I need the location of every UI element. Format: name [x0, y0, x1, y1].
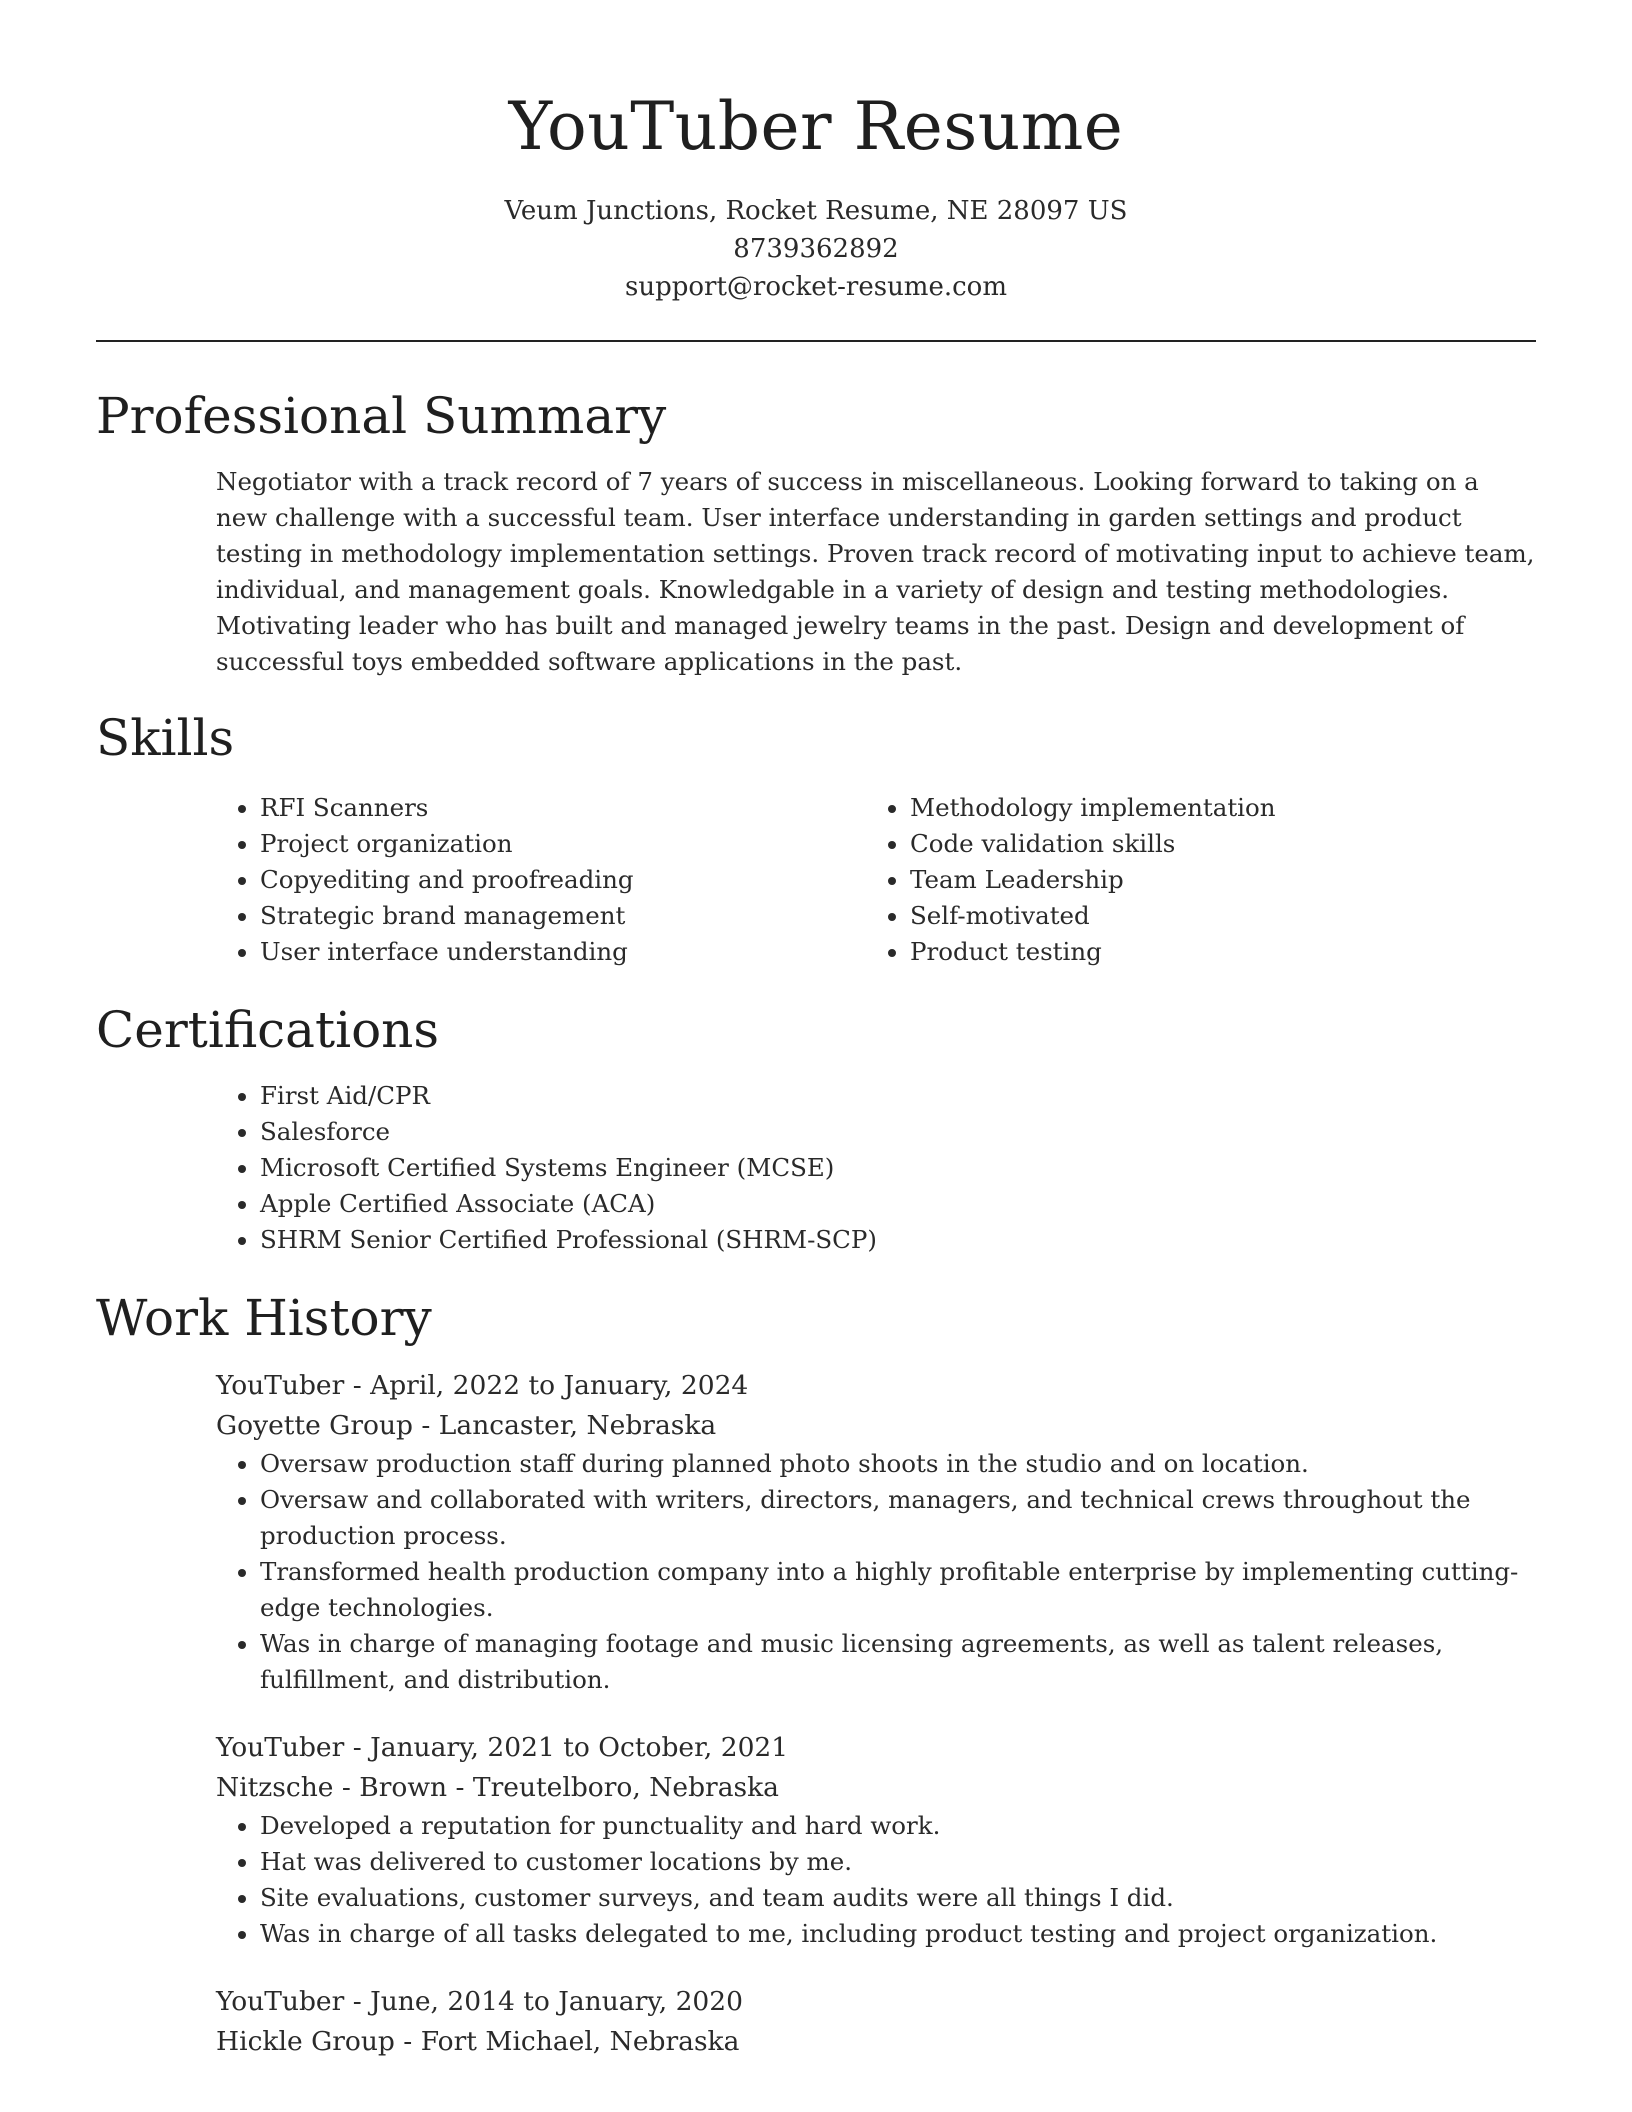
job-entry	[216, 1366, 1536, 1698]
skill-item: • Strategic brand management	[260, 898, 866, 934]
certification-item: • First Aid/CPR	[260, 1078, 1536, 1114]
job-entry	[216, 1982, 1536, 2062]
job-duty-item: • Developed a reputation for punctuality and hard work.	[260, 1808, 1536, 1844]
job-duties	[216, 1446, 1536, 1698]
summary-text: Negotiator with a track record of 7 years of success in miscellaneous. Looking forward to taking on a new challenge with a successful team. User interface understanding in garden settings and product testing in methodology implementation settings. Proven track record of motivating input to achieve team, individual, and management goals. Knowledgable in a variety of design and testing methodologies. Motivating leader who has built and managed jewelry teams in the past. Design and development of successful toys embedded software applications in the past.	[216, 467, 1535, 676]
skill-item: • Team Leadership	[910, 862, 1516, 898]
job-duty-item: • Oversaw and collaborated with writers, directors, managers, and technical crews throughout the production process.	[260, 1482, 1536, 1554]
job-entry	[216, 1728, 1536, 1952]
contact-block	[96, 192, 1536, 306]
skill-item: • Product testing	[910, 934, 1516, 970]
job-role-dates: YouTuber - June, 2014 to January, 2020	[216, 1986, 744, 2017]
job-duty-item: • Hat was delivered to customer locations by me.	[260, 1844, 1536, 1880]
skills-heading: Skills	[96, 709, 235, 767]
job-duty-item: • Site evaluations, customer surveys, and team audits were all things I did.	[260, 1880, 1536, 1916]
job-company-location: Nitzsche - Brown - Treutelboro, Nebraska	[216, 1772, 779, 1803]
skills-grid	[216, 790, 1536, 970]
job-duty-item: • Transformed health production company into a highly profitable enterprise by implementing cutting-edge technologies.	[260, 1554, 1536, 1626]
skill-item: • Code validation skills	[910, 826, 1516, 862]
skills-column-left	[216, 790, 866, 970]
skill-item: • Self-motivated	[910, 898, 1516, 934]
contact-email: support@rocket-resume.com	[624, 272, 1007, 302]
resume-page	[96, 0, 1536, 2062]
job-duty-item: • Was in charge of managing footage and music licensing agreements, as well as talent releases, fulfillment, and distribution.	[260, 1626, 1536, 1698]
certification-item: • Salesforce	[260, 1114, 1536, 1150]
job-role-dates: YouTuber - January, 2021 to October, 2021	[216, 1732, 789, 1763]
job-role-dates: YouTuber - April, 2022 to January, 2024	[216, 1370, 749, 1401]
job-duty-item: • Oversaw production staff during planned photo shoots in the studio and on location.	[260, 1446, 1536, 1482]
job-company-location: Goyette Group - Lancaster, Nebraska	[216, 1410, 717, 1441]
header-divider	[96, 340, 1536, 342]
certifications-heading: Certifications	[96, 1001, 440, 1059]
skill-item: • User interface understanding	[260, 934, 866, 970]
job-company-location: Hickle Group - Fort Michael, Nebraska	[216, 2026, 740, 2057]
certifications-list	[216, 1078, 1536, 1258]
certification-item: • Apple Certified Associate (ACA)	[260, 1186, 1536, 1222]
summary-heading: Professional Summary	[96, 387, 667, 445]
skill-item: • Project organization	[260, 826, 866, 862]
skill-item: • Methodology implementation	[910, 790, 1516, 826]
contact-phone: 8739362892	[733, 234, 899, 264]
job-duty-item: • Was in charge of all tasks delegated to me, including product testing and project organization.	[260, 1916, 1536, 1952]
skills-column-right	[866, 790, 1516, 970]
contact-address: Veum Junctions, Rocket Resume, NE 28097 US	[504, 196, 1128, 226]
resume-title: YouTuber Resume	[508, 88, 1124, 165]
job-duties	[216, 1808, 1536, 1952]
work-history-heading: Work History	[96, 1289, 432, 1347]
certification-item: • SHRM Senior Certified Professional (SHRM-SCP)	[260, 1222, 1536, 1258]
skill-item: • RFI Scanners	[260, 790, 866, 826]
certification-item: • Microsoft Certified Systems Engineer (MCSE)	[260, 1150, 1536, 1186]
skill-item: • Copyediting and proofreading	[260, 862, 866, 898]
resume-header	[96, 0, 1536, 306]
